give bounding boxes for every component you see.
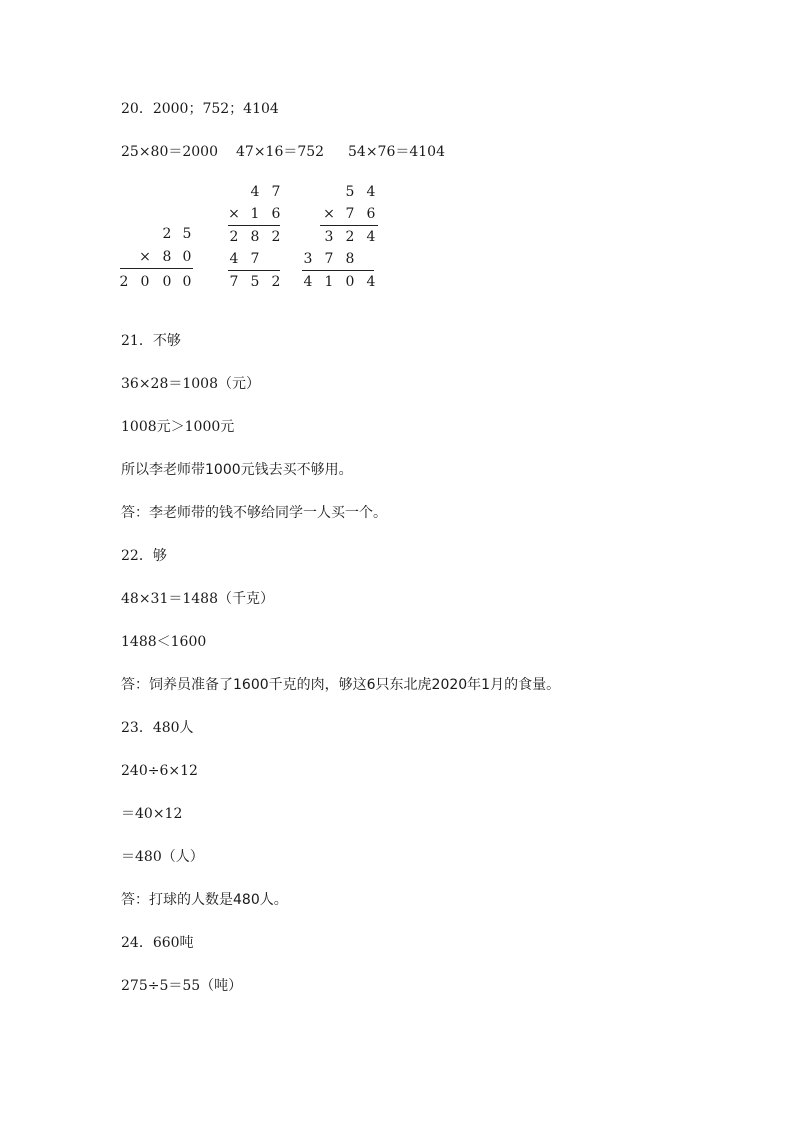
q23-line-2: ＝40×12 <box>121 806 183 822</box>
vm-digit: 4 <box>229 251 239 267</box>
vm-digit: 4 <box>366 274 376 290</box>
vm-digit: 2 <box>271 229 281 245</box>
q23-heading: 23．480人 <box>121 720 194 736</box>
q23-answer: 答：打球的人数是480人。 <box>121 892 288 908</box>
q20-heading: 20．2000；752；4104 <box>121 101 279 117</box>
vm-digit: 0 <box>182 274 192 290</box>
vm-digit: 3 <box>303 251 313 267</box>
q22-line-2: 1488＜1600 <box>121 634 207 650</box>
vm-digit: 7 <box>250 251 260 267</box>
q21-line-3: 所以李老师带1000元钱去买不够用。 <box>121 462 353 478</box>
vm-digit: 0 <box>182 249 192 265</box>
vm-rule <box>320 225 378 226</box>
vertical-multiplication-54x76 <box>302 184 382 299</box>
vm-digit: 4 <box>303 274 313 290</box>
vm-digit: 2 <box>119 274 129 290</box>
q23-line-3: ＝480（人） <box>121 849 204 865</box>
vm-digit: 3 <box>324 229 334 245</box>
vm-digit: 7 <box>271 184 281 200</box>
vm-digit: 0 <box>345 274 355 290</box>
vertical-multiplication-25x80 <box>118 226 198 296</box>
vm-digit: 5 <box>182 226 192 242</box>
q22-answer: 答：饲养员准备了1600千克的肉，够这6只东北虎2020年1月的食量。 <box>121 677 561 693</box>
q23-line-1: 240÷6×12 <box>121 763 198 779</box>
q20-equation-2: 47×16＝752 <box>236 144 325 160</box>
vm-rule <box>228 270 280 271</box>
q22-line-1: 48×31＝1488（千克） <box>121 591 274 607</box>
vm-digit: 5 <box>345 184 355 200</box>
vm-digit: × <box>228 206 240 222</box>
vm-rule <box>302 270 374 271</box>
vm-digit: 1 <box>324 274 334 290</box>
q21-line-2: 1008元＞1000元 <box>121 419 235 435</box>
vm-digit: 0 <box>162 274 172 290</box>
vm-digit: 7 <box>345 206 355 222</box>
vm-digit: 7 <box>324 251 334 267</box>
vm-digit: 8 <box>162 249 172 265</box>
q24-line-1: 275÷5＝55（吨） <box>121 978 243 994</box>
vm-digit: × <box>139 249 151 265</box>
q22-heading: 22．够 <box>121 548 167 564</box>
q20-equation-3: 54×76＝4104 <box>348 144 445 160</box>
vm-digit: 2 <box>271 274 281 290</box>
q20-equation-1: 25×80＝2000 <box>121 144 218 160</box>
vm-digit: 2 <box>345 229 355 245</box>
q21-line-1: 36×28＝1008（元） <box>121 376 260 392</box>
vm-digit: 8 <box>250 229 260 245</box>
vm-digit: 6 <box>271 206 281 222</box>
vm-digit: 2 <box>162 226 172 242</box>
q24-heading: 24．660吨 <box>121 935 194 951</box>
vm-rule <box>120 268 193 269</box>
vm-digit: 4 <box>366 229 376 245</box>
q21-heading: 21．不够 <box>121 333 181 349</box>
vm-digit: 4 <box>366 184 376 200</box>
vm-rule <box>228 225 280 226</box>
vm-digit: 7 <box>229 274 239 290</box>
vm-digit: 4 <box>250 184 260 200</box>
q21-answer: 答：李老师带的钱不够给同学一人买一个。 <box>121 505 387 521</box>
vm-digit: 8 <box>345 251 355 267</box>
vm-digit: 5 <box>250 274 260 290</box>
vm-digit: 2 <box>229 229 239 245</box>
vm-digit: × <box>323 206 335 222</box>
vm-digit: 1 <box>250 206 260 222</box>
vertical-multiplication-47x16 <box>228 184 288 299</box>
vm-digit: 0 <box>140 274 150 290</box>
vm-digit: 6 <box>366 206 376 222</box>
